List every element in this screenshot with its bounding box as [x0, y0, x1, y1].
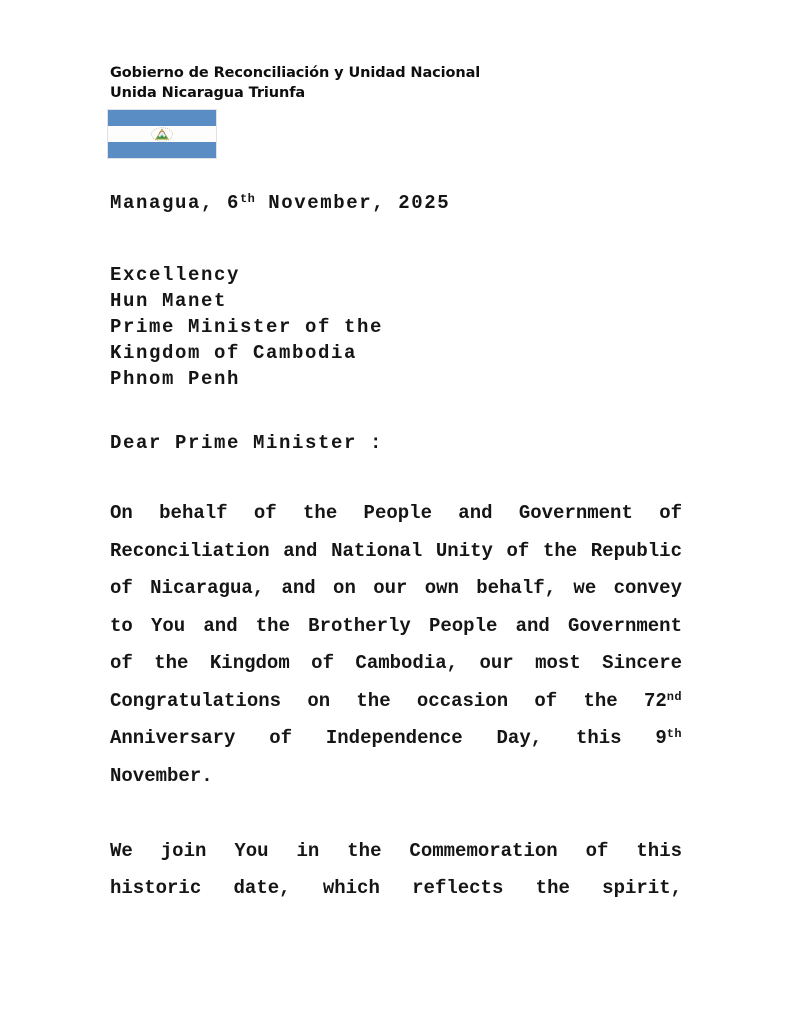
body-line: We join You in the Commemoration of this [110, 839, 682, 862]
paragraph-spacer [110, 795, 682, 833]
letterhead-line-1: Gobierno de Reconciliación y Unidad Nacional [110, 65, 481, 81]
recipient-line-city: Phnom Penh [110, 368, 241, 390]
body-line: of the Kingdom of Cambodia, our most Sincere [110, 652, 682, 674]
date-line [110, 192, 450, 214]
body-paragraph-1 [110, 495, 682, 795]
body-line: historic date, which reflects the spirit, [110, 877, 682, 899]
recipient-line-title-2: Kingdom of Cambodia [110, 342, 358, 364]
recipient-block [110, 262, 383, 392]
recipient-line-name: Hun Manet [110, 290, 228, 312]
body-line [110, 720, 682, 758]
body-line: of Nicaragua, and on our own behalf, we convey [110, 577, 682, 599]
nicaragua-coat-of-arms-icon [149, 127, 175, 142]
date-text-suffix: November, 2025 [255, 192, 451, 214]
letter-body [110, 495, 682, 908]
body-line: Reconciliation and National Unity of the Republic [110, 539, 682, 562]
body-line-text: Anniversary of Independence Day, this 9 [110, 727, 667, 749]
nicaragua-flag-image [108, 110, 216, 158]
date-ordinal-superscript: th [240, 192, 256, 206]
ordinal-superscript: nd [666, 689, 682, 704]
flag-top-stripe [108, 110, 216, 126]
salutation: Dear Prime Minister : [110, 432, 384, 454]
recipient-line-honorific: Excellency [110, 264, 241, 286]
letterhead [110, 63, 480, 103]
flag-middle-stripe [108, 126, 216, 142]
flag-bottom-stripe [108, 142, 216, 158]
body-line: to You and the Brotherly People and Government [110, 614, 682, 637]
ordinal-superscript: th [666, 727, 682, 741]
recipient-line-title-1: Prime Minister of the [110, 316, 384, 338]
date-text: Managua, 6 [110, 192, 241, 214]
body-line-text: Congratulations on the occasion of the 72 [110, 689, 667, 712]
letterhead-line-2: Unida Nicaragua Triunfa [110, 85, 306, 101]
body-paragraph-2 [110, 833, 682, 908]
body-line: On behalf of the People and Government of [110, 502, 682, 524]
body-line: November. [110, 764, 213, 787]
body-line [110, 683, 682, 721]
